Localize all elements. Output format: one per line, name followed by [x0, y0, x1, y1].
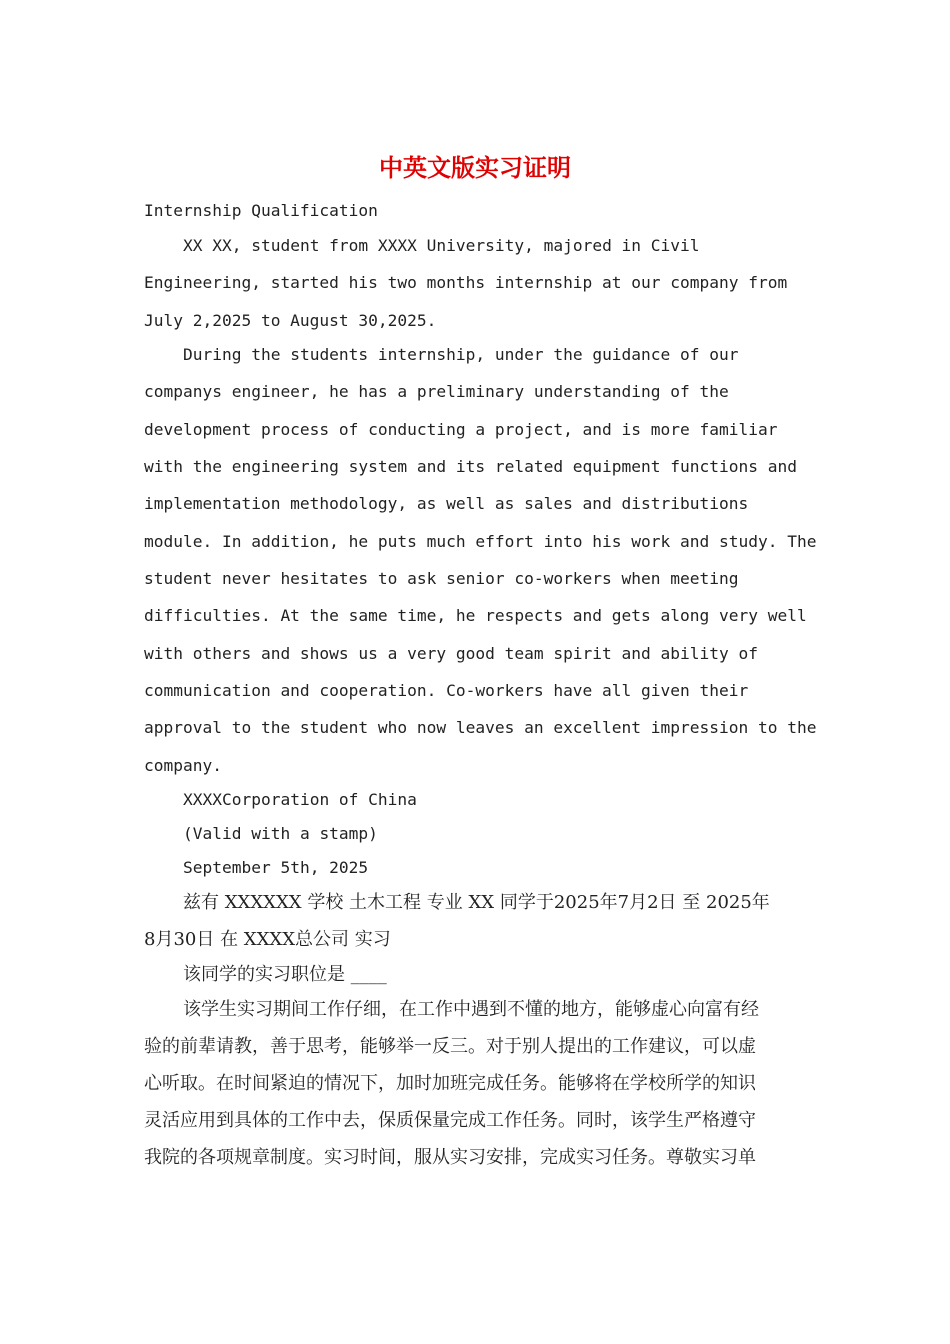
chinese-p1-line: 兹有 XXXXXX 学校 土木工程 专业 XX 同学于2025年7月2日 至 2025年 [183, 892, 770, 913]
english-p2-line: implementation methodology, as well as sales and distributions [144, 494, 749, 513]
english-p2-line: communication and cooperation. Co-workers have all given their [144, 681, 749, 700]
english-p2-line: companys engineer, he has a preliminary understanding of the [144, 382, 729, 401]
english-p1-line: XX XX, student from XXXX University, majored in Civil [183, 236, 700, 255]
chinese-p1-line: 8月30日 在 XXXX总公司 实习 [144, 929, 391, 950]
english-heading: Internship Qualification [144, 201, 378, 220]
english-p2-line: During the students internship, under the guidance of our [183, 345, 739, 364]
chinese-p2-line: 心听取。在时间紧迫的情况下，加时加班完成任务。能够将在学校所学的知识 [144, 1073, 756, 1094]
english-p2-line: module. In addition, he puts much effort into his work and study. The [144, 532, 817, 551]
chinese-p2-line: 灵活应用到具体的工作中去，保质保量完成工作任务。同时，该学生严格遵守 [144, 1110, 756, 1131]
english-p2-line: company. [144, 756, 222, 775]
chinese-p2-line: 验的前辈请教，善于思考，能够举一反三。对于别人提出的工作建议，可以虚 [144, 1036, 756, 1057]
chinese-p2-line: 该学生实习期间工作仔细，在工作中遇到不懂的地方，能够虚心向富有经 [183, 999, 759, 1020]
chinese-position-line: 该同学的实习职位是 ____ [183, 964, 387, 985]
chinese-p2-line: 我院的各项规章制度。实习时间，服从实习安排，完成实习任务。尊敬实习单 [144, 1147, 756, 1168]
english-p2-line: development process of conducting a project, and is more familiar [144, 420, 778, 439]
english-p1-line: July 2,2025 to August 30,2025. [144, 311, 437, 330]
english-p2-line: approval to the student who now leaves an excellent impression to the [144, 718, 817, 737]
english-p2-line: difficulties. At the same time, he respects and gets along very well [144, 606, 807, 625]
english-p2-line: with the engineering system and its related equipment functions and [144, 457, 797, 476]
english-p2-line: student never hesitates to ask senior co-workers when meeting [144, 569, 739, 588]
english-p2-line: with others and shows us a very good team spirit and ability of [144, 644, 758, 663]
issue-date: September 5th, 2025 [183, 858, 369, 877]
stamp-note: (Valid with a stamp) [183, 824, 378, 843]
company-name: XXXXCorporation of China [183, 790, 417, 809]
document-title: 中英文版实习证明 [379, 153, 571, 182]
english-p1-line: Engineering, started his two months internship at our company from [144, 273, 788, 292]
